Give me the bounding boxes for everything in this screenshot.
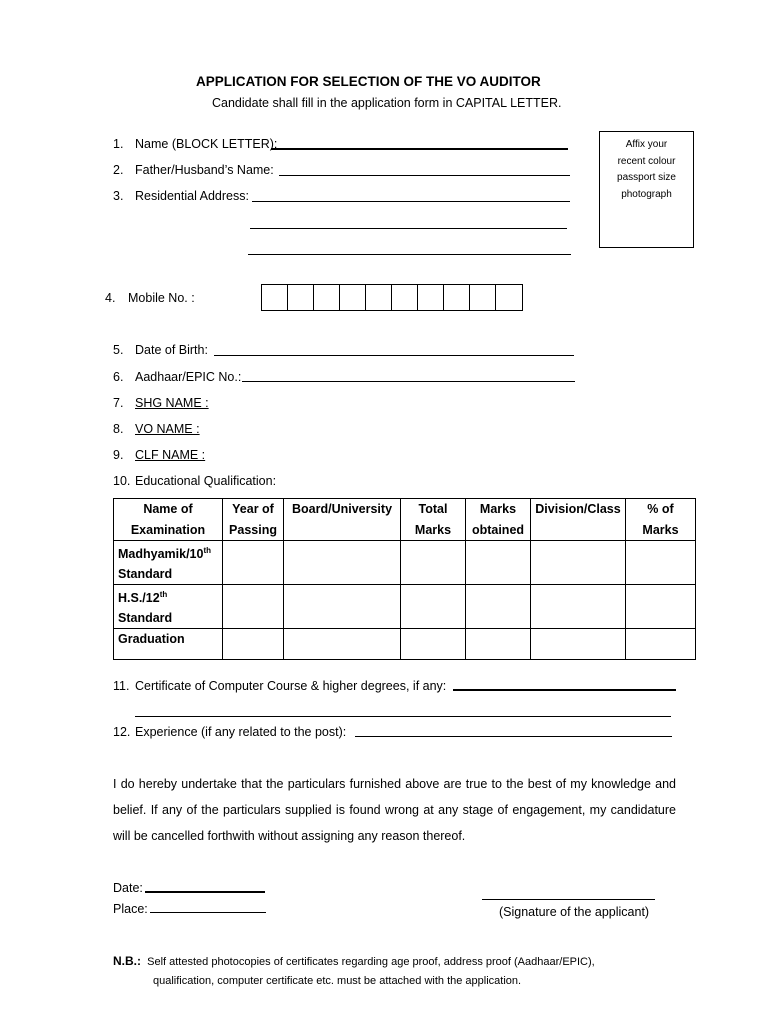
signature-line[interactable]: [482, 899, 655, 900]
mobile-digit-box[interactable]: [418, 285, 444, 310]
shg-name-label: SHG NAME :: [135, 396, 209, 410]
computer-certificate-label: Certificate of Computer Course & higher degrees, if any:: [135, 679, 447, 693]
table-header-row: [114, 499, 696, 541]
nb-note: [113, 952, 595, 991]
photo-box-line: passport size: [617, 172, 676, 183]
mobile-digit-box[interactable]: [314, 285, 340, 310]
experience-label: Experience (if any related to the post):: [135, 725, 347, 739]
table-cell[interactable]: [223, 585, 284, 629]
mobile-digit-box[interactable]: [444, 285, 470, 310]
mobile-digit-box[interactable]: [496, 285, 522, 310]
table-cell[interactable]: [401, 541, 466, 585]
table-cell[interactable]: [466, 629, 531, 660]
table-cell[interactable]: [626, 585, 696, 629]
row-label: Madhyamik/10th Standard: [114, 541, 223, 585]
photo-box-line: photograph: [621, 188, 672, 200]
place-label: Place:: [113, 902, 148, 916]
table-cell[interactable]: [401, 585, 466, 629]
column-header: Year of Passing: [223, 499, 284, 541]
table-cell[interactable]: [223, 629, 284, 660]
residential-address-field-1[interactable]: [252, 201, 570, 202]
table-cell[interactable]: [626, 629, 696, 660]
column-header: % of Marks: [626, 499, 696, 541]
photo-box-line: Affix your: [625, 139, 668, 150]
photo-box-line: recent colour: [617, 155, 676, 167]
field-number: 4.: [105, 291, 116, 305]
field-number: 1.: [113, 137, 124, 151]
mobile-digit-box[interactable]: [340, 285, 366, 310]
column-header: Name of Examination: [114, 499, 223, 541]
residential-address-field-3[interactable]: [248, 254, 571, 255]
column-header: Total Marks: [401, 499, 466, 541]
place-field[interactable]: [150, 912, 266, 913]
table-row: [114, 629, 696, 660]
clf-name-label: CLF NAME :: [135, 448, 206, 462]
table-cell[interactable]: [626, 541, 696, 585]
vo-name-label: VO NAME :: [135, 422, 200, 436]
name-label: Name (BLOCK LETTER):: [135, 137, 278, 151]
column-header: Marks obtained: [466, 499, 531, 541]
column-header: Division/Class: [531, 499, 626, 541]
table-cell[interactable]: [531, 585, 626, 629]
photo-box: [599, 131, 694, 248]
aadhaar-epic-label: Aadhaar/EPIC No.:: [135, 370, 242, 384]
field-number: 2.: [113, 163, 124, 177]
mobile-digit-box[interactable]: [262, 285, 288, 310]
signature-label: (Signature of the applicant): [499, 905, 650, 919]
field-number: 5.: [113, 343, 124, 357]
name-field[interactable]: [271, 148, 568, 150]
aadhaar-epic-field[interactable]: [242, 381, 575, 382]
nb-line-2: qualification, computer certificate etc. must be attached with the application.: [153, 975, 522, 987]
mobile-label: Mobile No. :: [128, 291, 195, 305]
table-row: [114, 585, 696, 629]
residential-address-field-2[interactable]: [250, 228, 567, 229]
table-cell[interactable]: [223, 541, 284, 585]
nb-label: N.B.:: [113, 954, 141, 968]
residential-address-label: Residential Address:: [135, 189, 249, 203]
row-label: Graduation: [114, 629, 223, 660]
date-of-birth-field[interactable]: [214, 355, 574, 356]
table-cell[interactable]: [284, 541, 401, 585]
column-header: Board/University: [284, 499, 401, 541]
field-number: 7.: [113, 396, 124, 410]
page-subtitle: Candidate shall fill in the application form in CAPITAL LETTER.: [212, 96, 562, 110]
computer-certificate-field-1[interactable]: [453, 689, 676, 691]
educational-qualification-label: Educational Qualification:: [135, 474, 277, 488]
declaration-text: I do hereby undertake that the particulars furnished above are true to the best of my knowledge and belief. If any of the particulars supplied is found wrong at any stage of engagement, my candidature will be cancelled forthwith without assigning any reason thereof.: [113, 777, 676, 843]
table-cell[interactable]: [284, 629, 401, 660]
mobile-digit-box[interactable]: [392, 285, 418, 310]
field-number: 9.: [113, 448, 124, 462]
table-cell[interactable]: [401, 629, 466, 660]
date-label: Date:: [113, 881, 143, 895]
field-number: 11.: [113, 679, 130, 693]
field-number: 3.: [113, 189, 124, 203]
nb-line-1: Self attested photocopies of certificates regarding age proof, address proof (Aadhaar/EPIC),: [147, 956, 595, 968]
experience-field[interactable]: [355, 736, 672, 737]
father-husband-name-label: Father/Husband’s Name:: [135, 163, 274, 177]
page-title: APPLICATION FOR SELECTION OF THE VO AUDITOR: [196, 74, 541, 89]
computer-certificate-field-2[interactable]: [135, 716, 671, 717]
table-cell[interactable]: [284, 585, 401, 629]
table-cell[interactable]: [531, 541, 626, 585]
row-label: H.S./12th Standard: [114, 585, 223, 629]
field-number: 10.: [113, 474, 131, 488]
date-field[interactable]: [145, 891, 265, 893]
field-number: 6.: [113, 370, 124, 384]
table-cell[interactable]: [531, 629, 626, 660]
table-row: [114, 541, 696, 585]
mobile-digit-box[interactable]: [470, 285, 496, 310]
field-number: 8.: [113, 422, 124, 436]
field-number: 12.: [113, 725, 131, 739]
date-of-birth-label: Date of Birth:: [135, 343, 208, 357]
table-cell[interactable]: [466, 585, 531, 629]
father-husband-name-field[interactable]: [279, 175, 570, 176]
mobile-digit-box[interactable]: [366, 285, 392, 310]
table-cell[interactable]: [466, 541, 531, 585]
mobile-number-boxes: [261, 284, 523, 311]
mobile-digit-box[interactable]: [288, 285, 314, 310]
education-table: [113, 498, 696, 660]
